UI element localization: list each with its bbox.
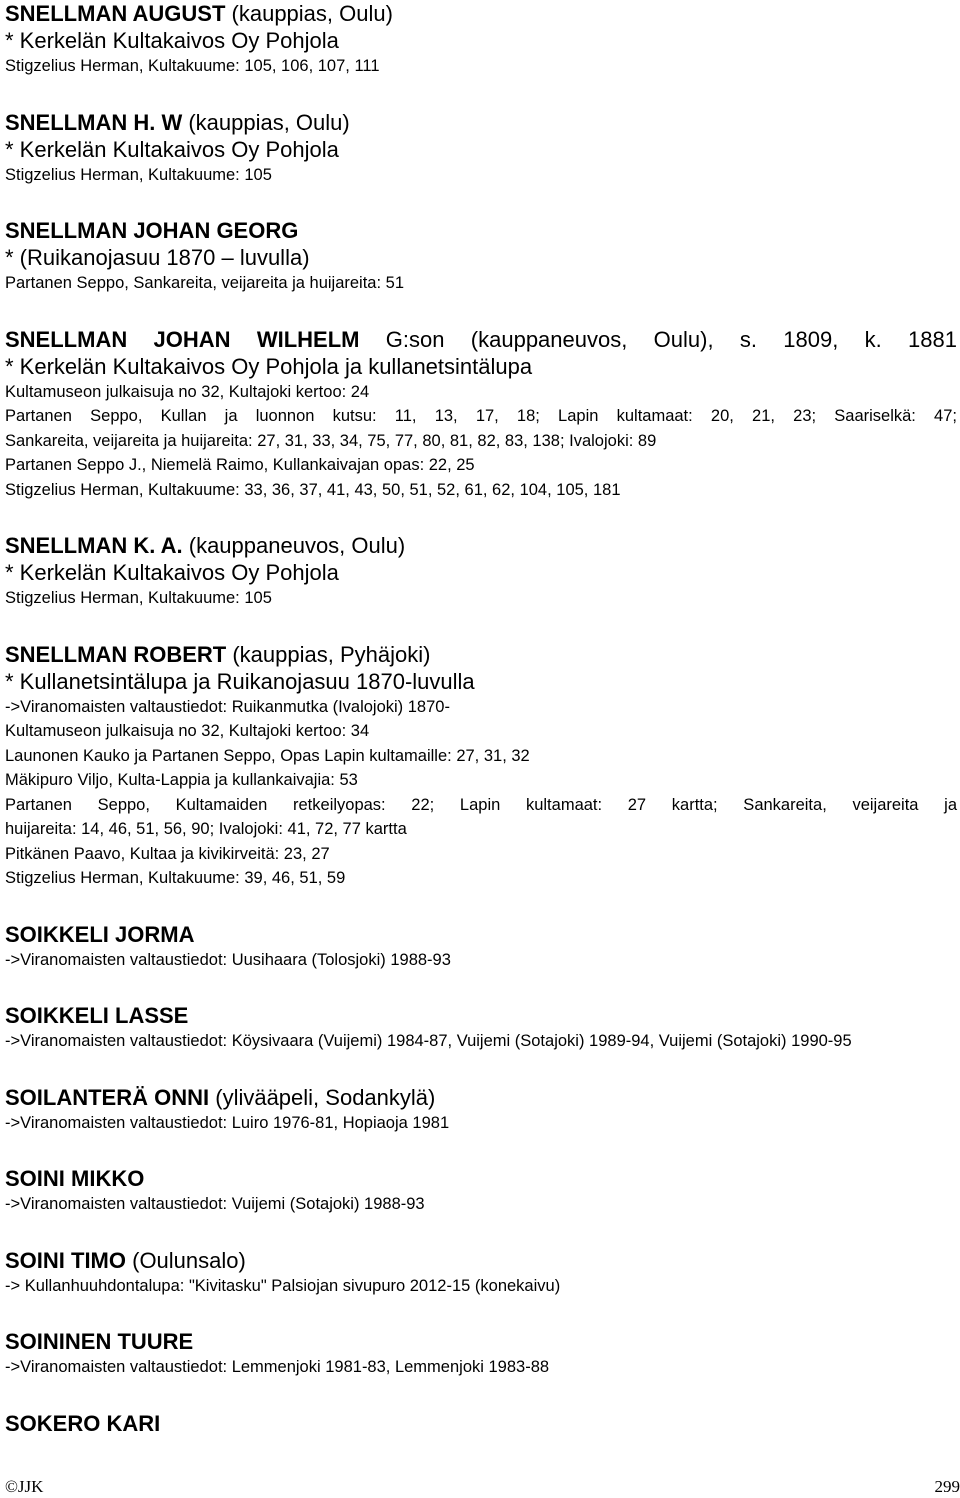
entry-name: SOKERO KARI — [5, 1411, 160, 1436]
entry-reference: ->Viranomaisten valtaustiedot: Ruikanmutka (Ivalojoki) 1870- — [5, 695, 957, 720]
entry-reference: Partanen Seppo, Sankareita, veijareita ja huijareita: 51 — [5, 271, 957, 296]
footer-page-number: 299 — [935, 1476, 960, 1498]
entry-reference: Stigzelius Herman, Kultakuume: 105 — [5, 586, 957, 611]
entry-description: (kauppias, Oulu) — [182, 110, 350, 135]
footer-copyright: ©JJK — [5, 1476, 43, 1498]
entry-description: (Oulunsalo) — [126, 1248, 246, 1273]
entry-reference: ->Viranomaisten valtaustiedot: Uusihaara (Tolosjoki) 1988-93 — [5, 948, 957, 973]
entry-heading — [5, 1084, 957, 1111]
entry-name: SOILANTERÄ ONNI — [5, 1085, 209, 1110]
register-entry — [5, 217, 957, 296]
entry-reference: Stigzelius Herman, Kultakuume: 105, 106, 107, 111 — [5, 54, 957, 79]
entry-reference: ->Viranomaisten valtaustiedot: Lemmenjoki 1981-83, Lemmenjoki 1983-88 — [5, 1355, 957, 1380]
entry-description: (ylivääpeli, Sodankylä) — [209, 1085, 435, 1110]
entry-reference: Stigzelius Herman, Kultakuume: 105 — [5, 163, 957, 188]
entry-description: (kauppias, Oulu) — [225, 1, 393, 26]
register-entry — [5, 1002, 957, 1054]
entry-heading — [5, 217, 957, 244]
entry-heading — [5, 641, 957, 668]
entry-reference: ->Viranomaisten valtaustiedot: Köysivaara (Vuijemi) 1984-87, Vuijemi (Sotajoki) 1989-94, Vuijemi (Sotajoki) 1990-95 — [5, 1029, 957, 1054]
entry-reference: Kultamuseon julkaisuja no 32, Kultajoki kertoo: 34 — [5, 719, 957, 744]
register-entry — [5, 921, 957, 973]
register-entry — [5, 1410, 957, 1437]
entry-reference: Launonen Kauko ja Partanen Seppo, Opas Lapin kultamaille: 27, 31, 32 — [5, 744, 957, 769]
entry-reference: Stigzelius Herman, Kultakuume: 39, 46, 51, 59 — [5, 866, 957, 891]
register-entry — [5, 109, 957, 188]
entry-reference: Mäkipuro Viljo, Kulta-Lappia ja kullankaivajia: 53 — [5, 768, 957, 793]
register-entry — [5, 1165, 957, 1217]
entry-note: * Kerkelän Kultakaivos Oy Pohjola — [5, 136, 957, 163]
entry-heading — [5, 1002, 957, 1029]
entry-heading — [5, 326, 957, 353]
entry-description: (kauppias, Pyhäjoki) — [226, 642, 430, 667]
entry-name: SNELLMAN ROBERT — [5, 642, 226, 667]
entry-reference: -> Kullanhuuhdontalupa: "Kivitasku" Palsiojan sivupuro 2012-15 (konekaivu) — [5, 1274, 957, 1299]
document-page — [5, 0, 957, 1467]
entry-reference: Stigzelius Herman, Kultakuume: 33, 36, 37, 41, 43, 50, 51, 52, 61, 62, 104, 105, 181 — [5, 478, 957, 503]
entry-reference: Kultamuseon julkaisuja no 32, Kultajoki kertoo: 24 — [5, 380, 957, 405]
entry-description: (kauppaneuvos, Oulu) — [183, 533, 406, 558]
entry-name: SOINI TIMO — [5, 1248, 126, 1273]
register-entry — [5, 0, 957, 79]
register-entry — [5, 326, 957, 503]
entry-heading — [5, 1328, 957, 1355]
entry-name: SNELLMAN K. A. — [5, 533, 183, 558]
register-entry — [5, 532, 957, 611]
entry-reference: Partanen Seppo J., Niemelä Raimo, Kullankaivajan opas: 22, 25 — [5, 453, 957, 478]
register-entry — [5, 1247, 957, 1299]
page-footer — [0, 1476, 960, 1498]
entry-name: SNELLMAN H. W — [5, 110, 182, 135]
entry-note: * Kerkelän Kultakaivos Oy Pohjola — [5, 27, 957, 54]
entry-reference: Partanen Seppo, Kultamaiden retkeilyopas: 22; Lapin kultamaat: 27 kartta; Sankareita, veijareita ja — [5, 793, 957, 818]
entry-name: SNELLMAN JOHAN WILHELM — [5, 327, 359, 352]
entry-name: SOININEN TUURE — [5, 1329, 193, 1354]
entry-reference: ->Viranomaisten valtaustiedot: Vuijemi (Sotajoki) 1988-93 — [5, 1192, 957, 1217]
entry-reference: Pitkänen Paavo, Kultaa ja kivikirveitä: 23, 27 — [5, 842, 957, 867]
entry-note: * (Ruikanojasuu 1870 – luvulla) — [5, 244, 957, 271]
entry-reference: ->Viranomaisten valtaustiedot: Luiro 1976-81, Hopiaoja 1981 — [5, 1111, 957, 1136]
entry-heading — [5, 0, 957, 27]
entry-heading — [5, 109, 957, 136]
entry-reference: Partanen Seppo, Kullan ja luonnon kutsu: 11, 13, 17, 18; Lapin kultamaat: 20, 21, 23; Saariselkä: 47; — [5, 404, 957, 429]
entry-note: * Kerkelän Kultakaivos Oy Pohjola — [5, 559, 957, 586]
entry-description: G:son (kauppaneuvos, Oulu), s. 1809, k. 1881 — [359, 327, 957, 352]
entry-name: SOINI MIKKO — [5, 1166, 144, 1191]
entry-heading — [5, 532, 957, 559]
entry-note: * Kullanetsintälupa ja Ruikanojasuu 1870-luvulla — [5, 668, 957, 695]
entry-heading — [5, 1165, 957, 1192]
entry-name: SNELLMAN AUGUST — [5, 1, 225, 26]
entry-reference: huijareita: 14, 46, 51, 56, 90; Ivalojoki: 41, 72, 77 kartta — [5, 817, 957, 842]
register-entry — [5, 1328, 957, 1380]
register-entry — [5, 1084, 957, 1136]
register-entry — [5, 641, 957, 891]
entry-heading — [5, 1410, 957, 1437]
entry-name: SOIKKELI LASSE — [5, 1003, 188, 1028]
entry-note: * Kerkelän Kultakaivos Oy Pohjola ja kullanetsintälupa — [5, 353, 957, 380]
entry-heading — [5, 1247, 957, 1274]
entry-heading — [5, 921, 957, 948]
entry-reference: Sankareita, veijareita ja huijareita: 27, 31, 33, 34, 75, 77, 80, 81, 82, 83, 138; Ivalojoki: 89 — [5, 429, 957, 454]
entry-name: SNELLMAN JOHAN GEORG — [5, 218, 298, 243]
entry-name: SOIKKELI JORMA — [5, 922, 194, 947]
